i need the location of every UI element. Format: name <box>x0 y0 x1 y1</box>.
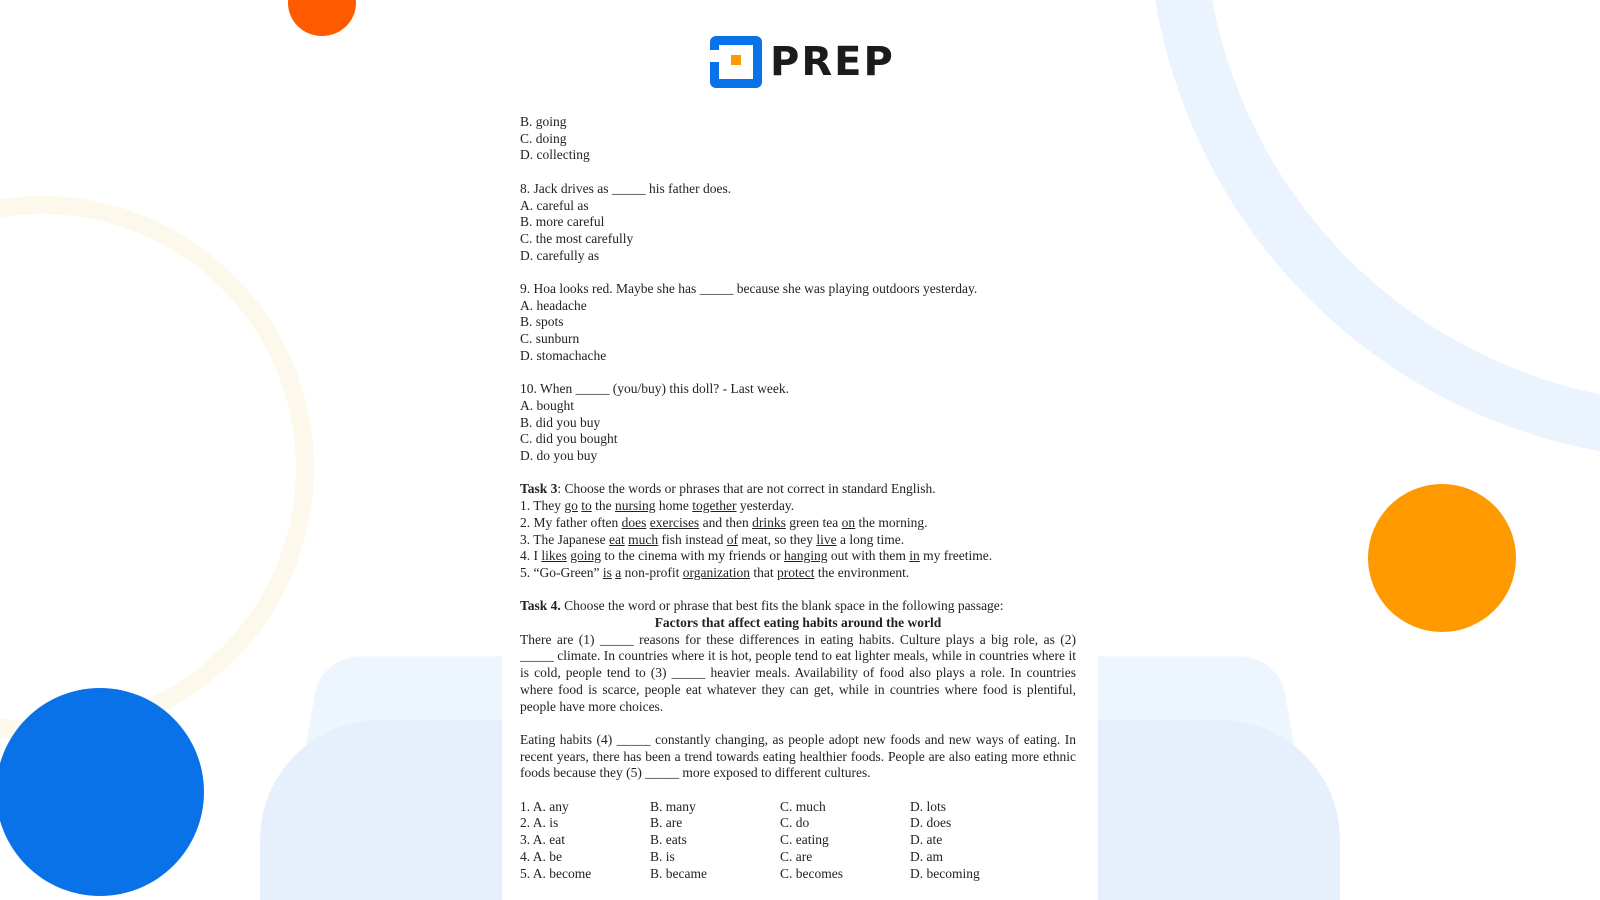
answer-option: D. does <box>910 815 952 831</box>
answer-option: C. much <box>780 798 826 814</box>
task3-heading <box>520 481 1076 498</box>
task4-heading <box>520 598 1076 615</box>
answer-option: 3. A. eat <box>520 832 565 848</box>
q8-option: D. carefully as <box>520 247 600 263</box>
task3-sentence-3: 3. The Japanese eat much fish instead of meat, so they live a long time. <box>520 531 905 547</box>
q10-option: C. did you bought <box>520 431 618 447</box>
q10-question: 10. When _____ (you/buy) this doll? - Last week. <box>520 381 789 397</box>
answer-option: B. many <box>650 798 696 814</box>
decorative-arc <box>1148 0 1600 460</box>
task3-sentence-5: 5. “Go-Green” is a non-profit organization that protect the environment. <box>520 564 910 580</box>
q9-option: C. sunburn <box>520 331 580 347</box>
q7-option: C. doing <box>520 130 567 146</box>
q8-option: C. the most carefully <box>520 230 634 246</box>
q10-option: B. did you buy <box>520 414 601 430</box>
decorative-orange-circle-top <box>288 0 356 36</box>
decorative-orange-circle-right <box>1368 484 1516 632</box>
task3-label: Task 3 <box>520 481 558 497</box>
brand-name: PREP <box>770 39 895 85</box>
prep-logo-icon <box>710 36 762 88</box>
task3-instruction: : Choose the words or phrases that are not correct in standard English. <box>557 481 936 497</box>
q7-option: B. going <box>520 114 567 129</box>
answer-option: B. is <box>650 848 675 864</box>
answer-option: 2. A. is <box>520 815 559 831</box>
q8-question: 8. Jack drives as _____ his father does. <box>520 180 732 196</box>
prep-logo <box>710 36 895 88</box>
answer-option: C. do <box>780 815 810 831</box>
q9-option: D. stomachache <box>520 347 607 363</box>
answer-option: C. are <box>780 848 813 864</box>
task3-sentence-1: 1. They go to the nursing home together yesterday. <box>520 498 795 514</box>
q7-option: D. collecting <box>520 147 590 163</box>
task3-sentence-2: 2. My father often does exercises and then drinks green tea on the morning. <box>520 514 928 530</box>
q9-option: A. headache <box>520 297 587 313</box>
answer-option: 1. A. any <box>520 798 569 814</box>
q8-option: B. more careful <box>520 214 605 230</box>
answer-option: 5. A. become <box>520 865 592 881</box>
answer-option: C. becomes <box>780 865 843 881</box>
q9-option: B. spots <box>520 314 564 330</box>
q10-option: D. do you buy <box>520 448 598 464</box>
decorative-ring <box>0 196 314 740</box>
decorative-blue-circle <box>0 688 204 896</box>
answer-option: D. lots <box>910 798 947 814</box>
answer-option: B. became <box>650 865 707 881</box>
answer-option: D. ate <box>910 832 943 848</box>
passage-paragraph-2: Eating habits (4) _____ constantly changing, as people adopt new foods and new ways of eating. In recent years, there has been a trend towards eating healthier foods. People are also eating more ethnic foods because they (5) _____ more exposed to different cultures. <box>520 731 1076 781</box>
passage-paragraph-1: There are (1) _____ reasons for these differences in eating habits. Culture plays a big role, as (2) _____ climate. In countries where it is hot, people tend to eat lighter meals, while in countries where it is cold, people tend to (3) _____ heavier meals. Availability of food also plays a role. In countries where food is scarce, people eat whatever they can get, while in countries where food is plentiful, people have more choices. <box>520 631 1076 714</box>
task4-label: Task 4. <box>520 598 561 614</box>
task4-instruction: Choose the word or phrase that best fits the blank space in the following passage: <box>560 598 1004 614</box>
q10-option: A. bought <box>520 397 574 413</box>
q9-question: 9. Hoa looks red. Maybe she has _____ because she was playing outdoors yesterday. <box>520 281 978 296</box>
task3-sentence-4: 4. I likes going to the cinema with my friends or hanging out with them in my freetime. <box>520 548 993 564</box>
document-page <box>502 0 1098 900</box>
worksheet-content <box>520 114 1076 882</box>
answer-option: B. are <box>650 815 683 831</box>
answer-option: 4. A. be <box>520 848 562 864</box>
answer-option: D. becoming <box>910 865 980 881</box>
q8-option: A. careful as <box>520 197 589 213</box>
answer-option: B. eats <box>650 832 687 848</box>
answer-option: C. eating <box>780 832 829 848</box>
answer-option: D. am <box>910 848 943 864</box>
passage-title: Factors that affect eating habits around the world <box>654 615 942 631</box>
answer-options-grid <box>520 799 1076 883</box>
